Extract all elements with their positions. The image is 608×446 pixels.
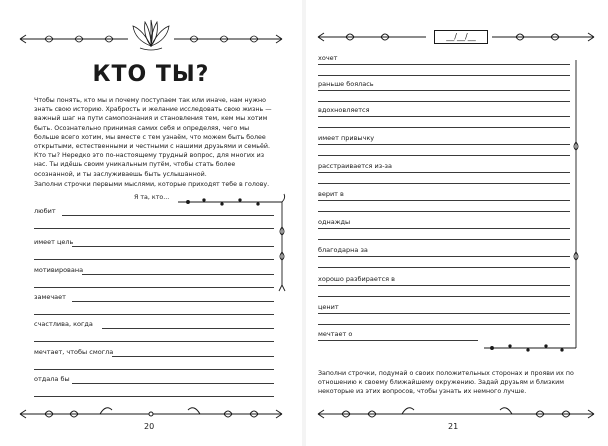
bottom-text: Заполни строчки, подумай о своих положительных сторонах и прояви их по отношению к своему ближайшему окружению. Задай друзьям и близким некоторые из этих вопросов, чтобы узнать их немного лучше.: [318, 370, 574, 396]
row-label: мечтает о: [318, 330, 353, 338]
frame-ornament-right: [306, 0, 608, 360]
write-line[interactable]: [318, 256, 570, 257]
write-line[interactable]: [34, 228, 274, 229]
intro-text: Чтобы понять, кто мы и почему поступаем так или иначе, нам нужно знать свою историю. Храбрость и желание исследовать свою жизнь — важный шаг на пути самопознания и становления тем, кем мы хотим быть. Осознательно принимая самих себя и определяя, чего мы больше всего хотим, мы вместе с тем узнаём, что можем быть более открытыми, естественными и честными с нашими друзьями и семьёй. Кто ты? Нередко это по-настоящему трудный вопрос, для многих из нас. Ты идёшь своим уникальным путём, чтобы стать более осознанной, и ты заслуживаешь быть услышанной.: [34, 97, 272, 178]
write-line[interactable]: [318, 211, 570, 212]
write-line[interactable]: [318, 340, 478, 341]
write-line[interactable]: [318, 183, 570, 184]
row-label: раньше боялась: [318, 80, 374, 88]
row-label: любит: [34, 207, 56, 215]
row-label: хочет: [318, 54, 338, 62]
row-label: верит в: [318, 190, 344, 198]
write-line[interactable]: [62, 215, 274, 216]
write-line[interactable]: [318, 200, 570, 201]
write-line[interactable]: [318, 172, 570, 173]
row-label: имеет цель: [34, 238, 74, 246]
row-label: вдохновляется: [318, 106, 370, 114]
row-label: однажды: [318, 218, 351, 226]
date-field[interactable]: __/__/__: [434, 30, 488, 44]
write-line[interactable]: [318, 101, 570, 102]
write-line[interactable]: [82, 274, 274, 275]
row-label: благодарна за: [318, 246, 368, 254]
row-label: хорошо разбирается в: [318, 275, 395, 283]
row-label: счастлива, когда: [34, 320, 93, 328]
row-label: имеет привычку: [318, 134, 375, 142]
row-label: отдала бы: [34, 375, 70, 383]
write-line[interactable]: [318, 313, 570, 314]
write-line[interactable]: [112, 356, 274, 357]
write-line[interactable]: [34, 259, 274, 260]
write-line[interactable]: [72, 246, 274, 247]
write-line[interactable]: [34, 369, 274, 370]
write-line[interactable]: [318, 239, 570, 240]
write-line[interactable]: [34, 287, 274, 288]
write-line[interactable]: [102, 328, 274, 329]
write-line[interactable]: [318, 228, 570, 229]
write-line[interactable]: [318, 64, 570, 65]
i-am-label: Я та, кто...: [134, 194, 170, 201]
write-line[interactable]: [318, 127, 570, 128]
write-line[interactable]: [318, 75, 570, 76]
write-line[interactable]: [318, 144, 570, 145]
row-label: ценит: [318, 303, 339, 311]
left-page: [0, 0, 302, 446]
write-line[interactable]: [318, 155, 570, 156]
write-line[interactable]: [318, 296, 570, 297]
write-line[interactable]: [318, 324, 570, 325]
page-number-right: 21: [448, 422, 459, 431]
write-line[interactable]: [318, 90, 570, 91]
write-line[interactable]: [318, 116, 570, 117]
top-ornament: [0, 0, 302, 60]
row-label: замечает: [34, 293, 66, 301]
write-line[interactable]: [34, 396, 274, 397]
write-line[interactable]: [318, 267, 570, 268]
row-label: расстраивается из-за: [318, 162, 392, 170]
write-line[interactable]: [72, 301, 274, 302]
fill-prompt: Заполни строчки первыми мыслями, которые приходят тебе в голову.: [34, 181, 270, 188]
right-page: [306, 0, 608, 446]
row-label: мечтает, чтобы смогла: [34, 348, 114, 356]
write-line[interactable]: [34, 314, 274, 315]
row-label: мотивирована: [34, 266, 84, 274]
page-number-left: 20: [144, 422, 155, 431]
write-line[interactable]: [34, 341, 274, 342]
page-title: КТО ТЫ?: [92, 62, 210, 87]
write-line[interactable]: [72, 383, 274, 384]
write-line[interactable]: [318, 285, 570, 286]
